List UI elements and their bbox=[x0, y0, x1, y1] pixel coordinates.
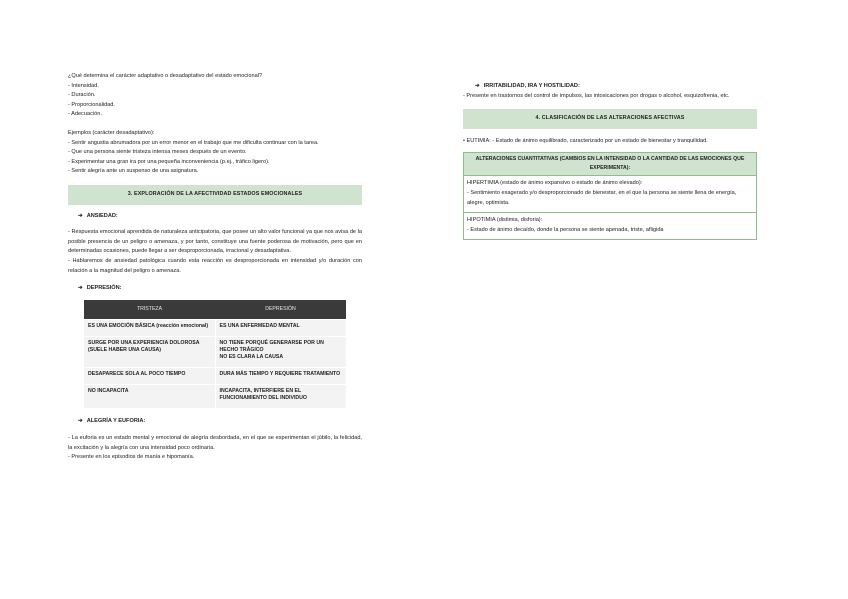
alegria-paragraph-2: - Presente en los episodios de manía e hipomanía. bbox=[68, 454, 195, 461]
table-row bbox=[84, 384, 346, 408]
example-item: - Que una persona siente tristeza intensa meses después de un evento. bbox=[68, 149, 247, 156]
tristeza-depresion-table bbox=[84, 300, 346, 408]
hipotimia-text: - Estado de ánimo decaído, donde la persona se siente apenada, triste, afligida bbox=[467, 226, 664, 233]
arrow-right-icon: ➔ bbox=[475, 83, 480, 89]
table-cell: SURGE POR UNA EXPERIENCIA DOLOROSA (SUELE HABER UNA CAUSA) bbox=[84, 336, 215, 367]
criterion-item: - Adecuación. bbox=[68, 111, 102, 118]
table-cell: DURA MÁS TIEMPO Y REQUIERE TRATAMIENTO bbox=[215, 367, 346, 384]
hipotimia-title: HIPOTIMIA (distimia, disforia): bbox=[467, 217, 543, 224]
table-cell: DESAPARECE SOLA AL POCO TIEMPO bbox=[84, 367, 215, 384]
depresion-label: DEPRESIÓN: bbox=[86, 285, 122, 292]
alteraciones-cuantitativas-box bbox=[463, 152, 757, 240]
eutimia-item: • EUTIMIA: - Estado de ánimo equilibrado, caracterizado por un estado de bienestar y tranquilidad. bbox=[463, 137, 708, 144]
table-cell: ES UNA EMOCIÓN BÁSICA (reacción emocional) bbox=[84, 319, 215, 336]
table-cell: NO INCAPACITA bbox=[84, 384, 215, 408]
ansiedad-paragraph-2: - Hablaremos de ansiedad patológica cuando esta reacción es desproporcionada en intensidad y/o duración con relación a la magnitud del peligro o amenaza. bbox=[68, 257, 362, 274]
arrow-right-icon: ➔ bbox=[78, 212, 83, 219]
table-row bbox=[84, 367, 346, 384]
criterion-item: - Proporcionalidad. bbox=[68, 101, 115, 108]
alegria-label: ALEGRÍA Y EUFORIA: bbox=[86, 417, 146, 424]
irritabilidad-label: IRRITABILIDAD, IRA Y HOSTILIDAD: bbox=[483, 83, 580, 89]
hipotimia-cell bbox=[464, 212, 756, 239]
intro-question: ¿Qué determina el carácter adaptativo o desadaptativo del estado emocional? bbox=[68, 73, 263, 79]
table-cell: NO TIENE PORQUÉ GENERARSE POR UN HECHO TRÁGICO NO ES CLARA LA CAUSA bbox=[215, 336, 346, 367]
alegria-paragraph-1: - La euforia es un estado mental y emocional de alegría desbordada, en el que se experimentan el júbilo, la felicidad, la excitación y la alegría con una intensidad poco ordinaria. bbox=[68, 435, 362, 451]
irritabilidad-paragraph: - Presente en trastornos del control de impulsos, las intoxicaciones por drogas o alcohol, esquizofrenia, etc. bbox=[463, 92, 730, 99]
example-item: - Sentir alegría ante un suspenso de una asignatura. bbox=[68, 168, 199, 175]
hipertimia-text: - Sentimiento exagerado y/o desproporcionado de bienestar, en el que la persona se siente llena de energía, alegre, optimista. bbox=[467, 189, 737, 206]
arrow-right-icon: ➔ bbox=[78, 417, 83, 424]
table-header-depresion: DEPRESIÓN bbox=[215, 300, 346, 320]
hipertimia-cell bbox=[464, 175, 756, 212]
table-cell: ES UNA ENFERMEDAD MENTAL bbox=[215, 319, 346, 336]
table-row bbox=[84, 319, 346, 336]
table-header-tristeza: TRISTEZA bbox=[84, 300, 215, 320]
example-item: - Sentir angustia abrumadora por un error menor en el trabajo que me dificulta continuar con la tarea. bbox=[68, 139, 319, 146]
table-cell: INCAPACITA, INTERFIERE EN EL FUNCIONAMIENTO DEL INDIVIDUO bbox=[215, 384, 346, 408]
example-item: - Experimentar una gran ira por una pequeña inconveniencia (p.ej., tráfico ligero). bbox=[68, 158, 270, 165]
ansiedad-paragraph-1: - Respuesta emocional aprendida de naturaleza anticipatoria, que posee un alto valor funcional ya que nos avisa de la posible presencia de un peligro o amenaza, y por tanto, constituye una fuente poderosa de motivación, pero que en determinadas ocasiones, puede llegar a ser desproporcionada, irracional y desadaptativa. bbox=[68, 229, 362, 255]
section-3-heading: 3. EXPLORACIÓN DE LA AFECTIVIDAD ESTADOS EMOCIONALES bbox=[68, 185, 362, 205]
irritabilidad-subheading bbox=[463, 82, 757, 92]
depresion-subheading bbox=[68, 284, 362, 294]
ansiedad-label: ANSIEDAD: bbox=[86, 212, 118, 219]
box-heading: ALTERACIONES CUANTITATIVAS (CAMBIOS EN LA INTENSIDAD O LA CANTIDAD DE LAS EMOCIONES QUE EXPERIMENTA): bbox=[464, 153, 756, 175]
alegria-subheading bbox=[68, 417, 362, 427]
left-column bbox=[68, 72, 362, 463]
criterion-item: - Intensidad. bbox=[68, 82, 99, 89]
criterion-item: - Duración. bbox=[68, 92, 96, 99]
ansiedad-subheading bbox=[68, 212, 362, 222]
examples-title: Ejemplos (carácter desadaptativo): bbox=[68, 129, 155, 136]
section-4-heading: 4. CLASIFICACIÓN DE LAS ALTERACIONES AFECTIVAS bbox=[463, 109, 757, 129]
table-row bbox=[84, 336, 346, 367]
table-header-row bbox=[84, 300, 346, 320]
arrow-right-icon: ➔ bbox=[78, 285, 83, 292]
right-column bbox=[463, 82, 757, 240]
hipertimia-title: HIPERTIMIA (estado de ánimo expansivo o estado de ánimo elevado): bbox=[467, 180, 643, 187]
